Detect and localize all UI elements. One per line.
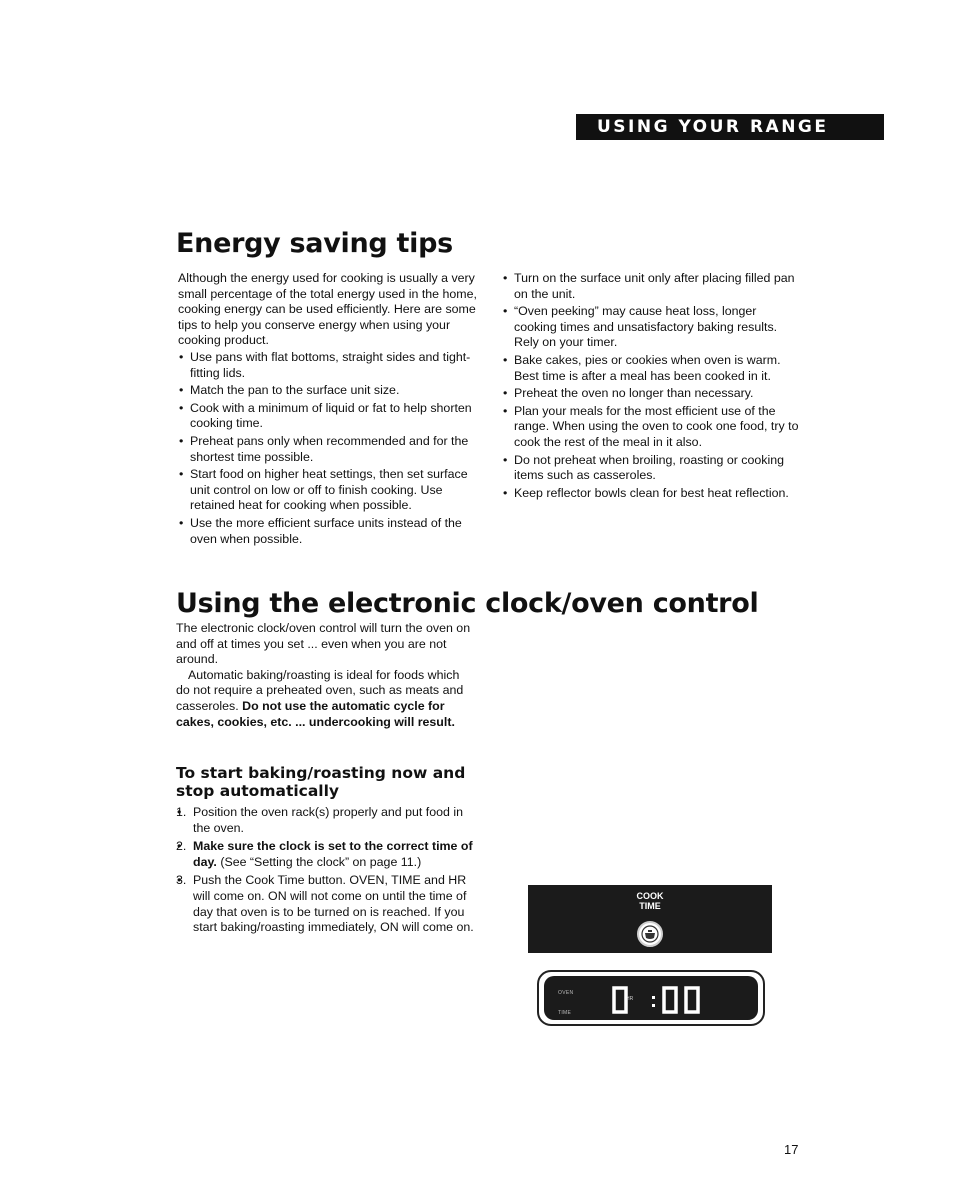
- step-text: (See “Setting the clock” on page 11.): [216, 854, 422, 869]
- section-banner: USING YOUR RANGE: [576, 114, 884, 140]
- step-number: • 3.: [176, 873, 187, 888]
- cook-time-button[interactable]: [637, 921, 663, 947]
- tip-item: • Plan your meals for the most efficient use of the range. When using the oven to cook one food, try to cook the rest of the meal in it also.: [502, 404, 802, 451]
- energy-tips-heading: Energy saving tips: [176, 228, 453, 259]
- energy-tips-left-list: [178, 350, 478, 547]
- step-text: Position the oven rack(s) properly and put food in the oven.: [193, 805, 463, 835]
- clock-control-heading: Using the electronic clock/oven control: [176, 588, 759, 619]
- step-item: [176, 839, 476, 870]
- display-oven-indicator: OVEN: [558, 990, 574, 996]
- step-bold-text: Make sure the clock is set to the correct time of day.: [193, 839, 473, 869]
- clock-auto-warning: Do not use the automatic cycle for cakes, cookies, etc. ... undercooking will result.: [176, 698, 455, 729]
- cook-time-panel: [528, 885, 772, 953]
- step-text: Push the Cook Time button. OVEN, TIME and HR will come on. ON will not come on until the time of day that oven is to be turned on is reached. If you start baking/roasting immediately, ON will come on.: [193, 873, 474, 935]
- clock-intro-paragraph: The electronic clock/oven control will turn the oven on and off at times you set ... even when you are not around.: [176, 621, 471, 667]
- display-screen: [544, 976, 758, 1020]
- tip-item: • Preheat pans only when recommended and for the shortest time possible.: [178, 434, 478, 465]
- step-number: • 2.: [176, 839, 187, 854]
- baking-steps: [176, 805, 476, 939]
- tip-item: • Cook with a minimum of liquid or fat to help shorten cooking time.: [178, 401, 478, 432]
- energy-tips-right-list: [502, 271, 802, 501]
- clock-auto-paragraph: [176, 668, 476, 730]
- start-baking-subheading: To start baking/roasting now and stop automatically: [176, 764, 466, 800]
- tip-item: • Use the more efficient surface units instead of the oven when possible.: [178, 516, 478, 547]
- oven-display: [537, 970, 765, 1026]
- energy-right-column: [502, 271, 802, 503]
- step-number: • 1.: [176, 805, 187, 819]
- display-time-indicator: TIME: [558, 1010, 572, 1016]
- energy-intro: Although the energy used for cooking is usually a very small percentage of the total energy used in the home, cooking energy can be used efficiently. Here are some tips to help you conserve energy when using your cooking product.: [178, 271, 477, 348]
- clock-intro: [176, 621, 476, 730]
- tip-item: • Match the pan to the surface unit size.: [178, 383, 478, 399]
- tip-item: • Keep reflector bowls clean for best heat reflection.: [502, 486, 802, 502]
- cook-label: COOK: [636, 891, 664, 901]
- step-item: [176, 873, 476, 935]
- energy-left-column: [178, 271, 478, 549]
- display-hr-indicator: HR: [626, 996, 634, 1002]
- display-digits: [606, 984, 716, 1016]
- tip-item: • Use pans with flat bottoms, straight sides and tight-fitting lids.: [178, 350, 478, 381]
- tip-item: • Do not preheat when broiling, roasting or cooking items such as casseroles.: [502, 453, 802, 484]
- tip-item: • Turn on the surface unit only after placing filled pan on the unit.: [502, 271, 802, 302]
- page-number: 17: [784, 1142, 799, 1157]
- steps-list: [176, 805, 476, 936]
- clock-auto-text: Automatic baking/roasting is ideal for foods which do not require a preheated oven, such as meats and casseroles.: [176, 667, 464, 713]
- tip-item: • Preheat the oven no longer than necessary.: [502, 386, 802, 402]
- time-label: TIME: [639, 901, 661, 911]
- tip-item: • Start food on higher heat settings, then set surface unit control on low or off to finish cooking. Use retained heat for cooking when possible.: [178, 467, 478, 514]
- tip-item: • “Oven peeking” may cause heat loss, longer cooking times and unsatisfactory baking results. Rely on your timer.: [502, 304, 802, 351]
- tip-item: • Bake cakes, pies or cookies when oven is warm. Best time is after a meal has been cooked in it.: [502, 353, 802, 384]
- pot-icon: [640, 924, 660, 944]
- step-item: [176, 805, 476, 836]
